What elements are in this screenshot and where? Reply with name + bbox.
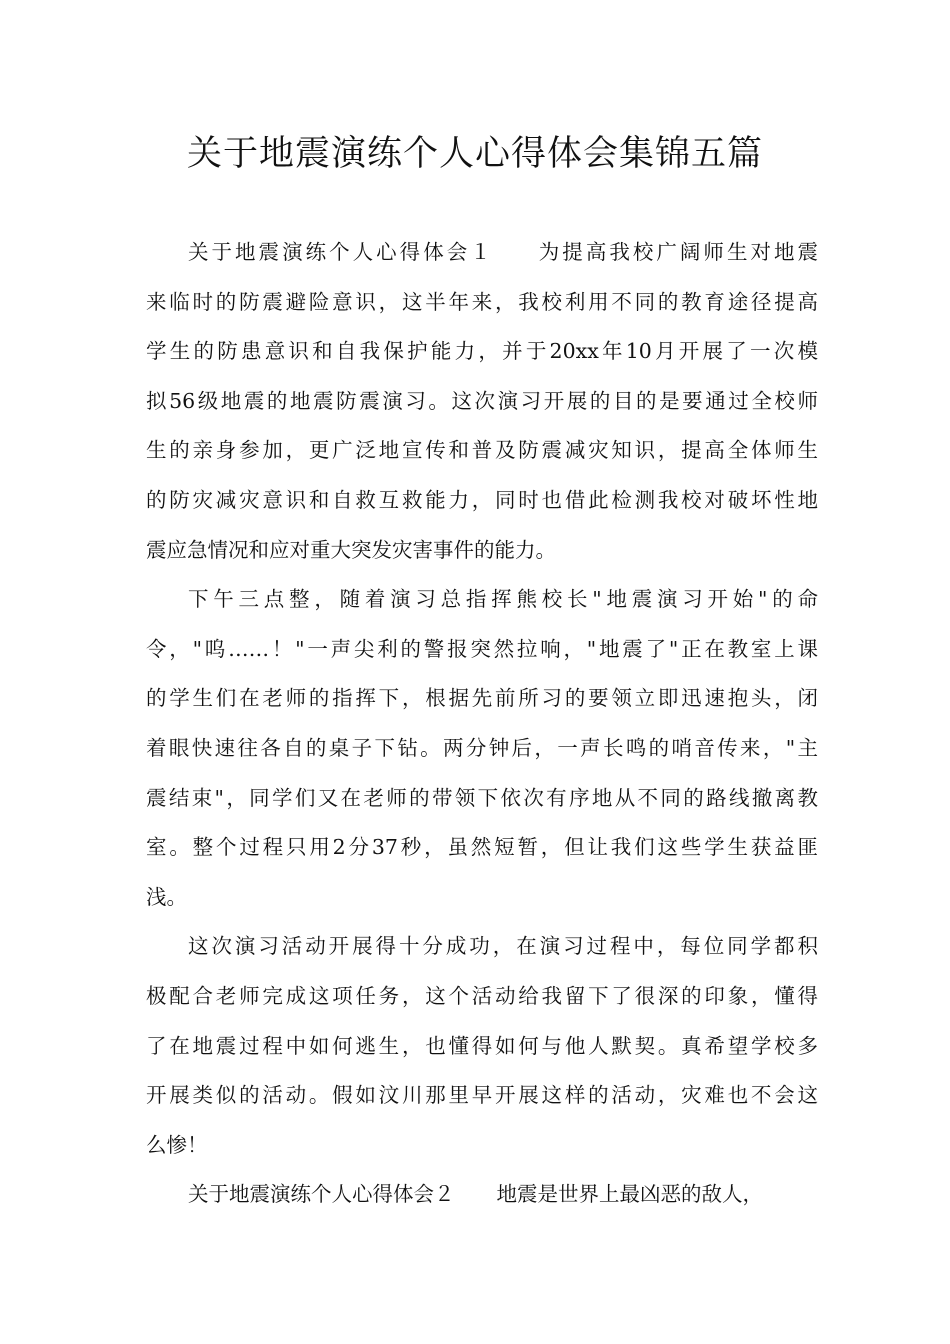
paragraph-1-line: 震应急情况和应对重大突发灾害事件的能力。 [146,537,556,562]
paragraph-2-line: 的学生们在老师的指挥下，根据先前所习的要领立即迅速抱头，闭 [146,686,818,711]
paragraph-3-line: 开展类似的活动。假如汶川那里早开展这样的活动，灾难也不会这 [146,1083,818,1108]
paragraph-2-line: 下午三点整，随着演习总指挥熊校长"地震演习开始"的命 [188,587,818,612]
paragraph-1-line: 学生的防患意识和自我保护能力，并于20xx年10月开展了一次模 [146,339,818,364]
paragraph-2-line: 浅。 [146,884,187,909]
paragraph-1-line: 生的亲身参加，更广泛地宣传和普及防震减灾知识，提高全体师生 [146,438,818,463]
document-body [146,228,818,1220]
section-heading-1: 关于地震演练个人心得体会１ [188,240,494,264]
paragraph-3-line: 这次演习活动开展得十分成功，在演习过程中，每位同学都积 [188,934,818,959]
paragraph-4-text: 地震是世界上最凶恶的敌人， [496,1182,763,1207]
paragraph-1-line: 来临时的防震避险意识，这半年来，我校利用不同的教育途径提高 [146,289,818,314]
paragraph-3-line: 了在地震过程中如何逃生，也懂得如何与他人默契。真希望学校多 [146,1033,818,1058]
paragraph-2-line: 室。整个过程只用2分37秒，虽然短暂，但让我们这些学生获益匪 [146,835,818,860]
paragraph-2-line: 震结束"，同学们又在老师的带领下依次有序地从不同的路线撤离教 [146,785,818,810]
paragraph-1-line: 的防灾减灾意识和自救互救能力，同时也借此检测我校对破坏性地 [146,487,818,512]
section-heading-2: 关于地震演练个人心得体会２ [188,1182,455,1207]
paragraph-3-line: 极配合老师完成这项任务，这个活动给我留下了很深的印象，懂得 [146,983,818,1008]
paragraph-3-line: 么惨！ [146,1132,208,1157]
paragraph-1-text: 为提高我校广阔师生对地震 [535,240,819,264]
paragraph-2-line: 着眼快速往各自的桌子下钻。两分钟后，一声长鸣的哨音传来，"主 [146,735,818,760]
paragraph-4-line-1 [146,1170,818,1220]
paragraph-1-line: 拟56级地震的地震防震演习。这次演习开展的目的是要通过全校师 [146,388,818,413]
paragraph-2-line: 令，"呜……！"一声尖利的警报突然拉响，"地震了"正在教室上课 [146,636,818,661]
paragraph-1-line-1 [146,228,818,278]
document-title: 关于地震演练个人心得体会集锦五篇 [186,134,763,174]
